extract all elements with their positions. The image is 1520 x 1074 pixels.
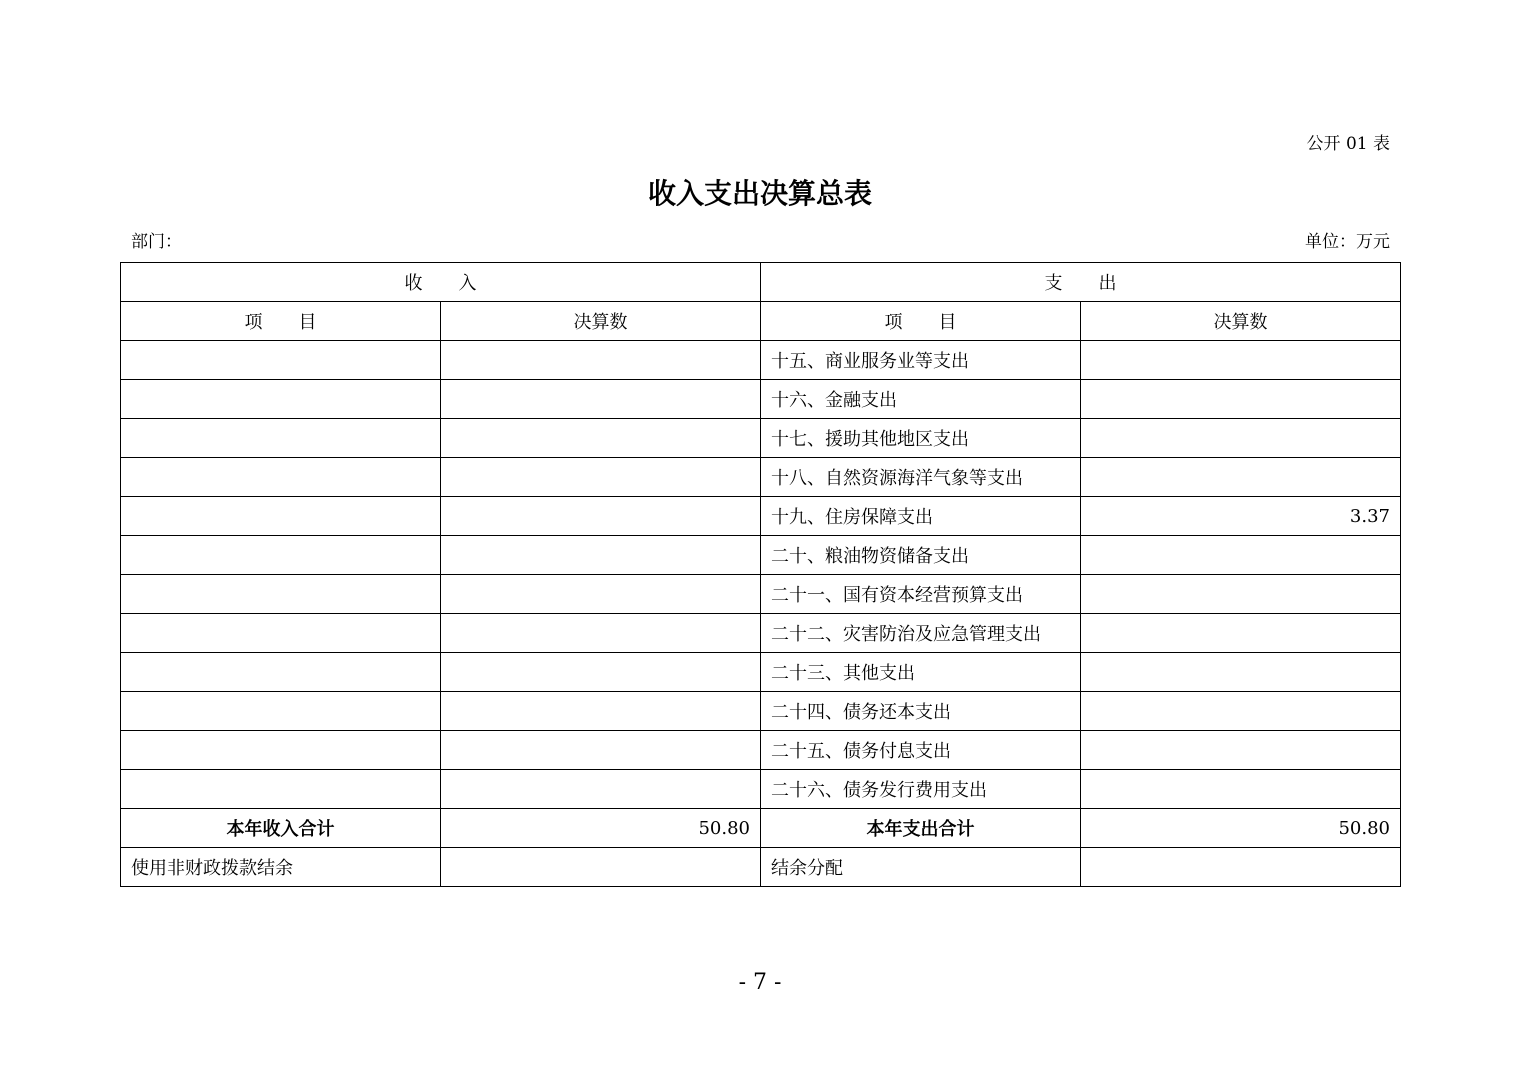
expense-amount-cell bbox=[1081, 536, 1401, 575]
income-item-cell bbox=[121, 458, 441, 497]
income-amount-cell bbox=[441, 575, 761, 614]
income-item-cell bbox=[121, 653, 441, 692]
expense-total-amount: 50.80 bbox=[1081, 809, 1401, 848]
expense-item-column-header: 项 目 bbox=[761, 302, 1081, 341]
table-row bbox=[121, 341, 1401, 380]
table-row bbox=[121, 575, 1401, 614]
expense-amount-cell bbox=[1081, 614, 1401, 653]
balance-row bbox=[121, 848, 1401, 887]
department-label: 部门： bbox=[131, 232, 182, 252]
expense-amount-cell bbox=[1081, 653, 1401, 692]
expense-item-cell: 十五、商业服务业等支出 bbox=[761, 341, 1081, 380]
income-amount-cell bbox=[441, 692, 761, 731]
expense-amount-cell bbox=[1081, 341, 1401, 380]
income-amount-cell bbox=[441, 341, 761, 380]
expense-item-cell: 二十二、灾害防治及应急管理支出 bbox=[761, 614, 1081, 653]
table-row bbox=[121, 458, 1401, 497]
table-row bbox=[121, 692, 1401, 731]
income-item-cell bbox=[121, 341, 441, 380]
income-item-cell bbox=[121, 419, 441, 458]
income-item-column-header: 项 目 bbox=[121, 302, 441, 341]
expense-section-header: 支 出 bbox=[761, 263, 1401, 302]
form-code: 公开 01 表 bbox=[1306, 134, 1390, 154]
income-item-cell bbox=[121, 380, 441, 419]
income-amount-cell bbox=[441, 536, 761, 575]
column-header-row bbox=[121, 302, 1401, 341]
income-amount-cell bbox=[441, 770, 761, 809]
expense-item-cell: 二十四、债务还本支出 bbox=[761, 692, 1081, 731]
income-item-cell bbox=[121, 731, 441, 770]
income-expense-table bbox=[120, 262, 1401, 887]
non-fiscal-balance-label: 使用非财政拨款结余 bbox=[121, 848, 441, 887]
expense-amount-cell bbox=[1081, 770, 1401, 809]
section-header-row bbox=[121, 263, 1401, 302]
income-item-cell bbox=[121, 536, 441, 575]
expense-amount-cell bbox=[1081, 419, 1401, 458]
expense-item-cell: 二十三、其他支出 bbox=[761, 653, 1081, 692]
expense-amount-cell bbox=[1081, 575, 1401, 614]
expense-amount-cell bbox=[1081, 692, 1401, 731]
expense-item-cell: 十八、自然资源海洋气象等支出 bbox=[761, 458, 1081, 497]
expense-amount-cell bbox=[1081, 458, 1401, 497]
table-row bbox=[121, 770, 1401, 809]
expense-item-cell: 十九、住房保障支出 bbox=[761, 497, 1081, 536]
table-row bbox=[121, 419, 1401, 458]
table-row bbox=[121, 536, 1401, 575]
total-row bbox=[121, 809, 1401, 848]
expense-amount-cell: 3.37 bbox=[1081, 497, 1401, 536]
page-title: 收入支出决算总表 bbox=[647, 177, 872, 210]
table-row bbox=[121, 497, 1401, 536]
income-amount-cell bbox=[441, 731, 761, 770]
income-item-cell bbox=[121, 692, 441, 731]
income-amount-cell bbox=[441, 614, 761, 653]
income-total-amount: 50.80 bbox=[441, 809, 761, 848]
balance-distribution-amount bbox=[1081, 848, 1401, 887]
income-section-header: 收 入 bbox=[121, 263, 761, 302]
expense-amount-column-header: 决算数 bbox=[1081, 302, 1401, 341]
expense-amount-cell bbox=[1081, 731, 1401, 770]
income-item-cell bbox=[121, 497, 441, 536]
expense-item-cell: 二十六、债务发行费用支出 bbox=[761, 770, 1081, 809]
expense-amount-cell bbox=[1081, 380, 1401, 419]
table-row bbox=[121, 614, 1401, 653]
income-amount-cell bbox=[441, 419, 761, 458]
income-amount-cell bbox=[441, 458, 761, 497]
income-amount-cell bbox=[441, 653, 761, 692]
income-amount-column-header: 决算数 bbox=[441, 302, 761, 341]
income-item-cell bbox=[121, 614, 441, 653]
income-amount-cell bbox=[441, 380, 761, 419]
non-fiscal-balance-amount bbox=[441, 848, 761, 887]
expense-item-cell: 十七、援助其他地区支出 bbox=[761, 419, 1081, 458]
unit-label: 单位：万元 bbox=[1305, 232, 1390, 252]
income-amount-cell bbox=[441, 497, 761, 536]
expense-item-cell: 二十五、债务付息支出 bbox=[761, 731, 1081, 770]
expense-item-cell: 十六、金融支出 bbox=[761, 380, 1081, 419]
table-row bbox=[121, 380, 1401, 419]
expense-item-cell: 二十、粮油物资储备支出 bbox=[761, 536, 1081, 575]
income-total-label: 本年收入合计 bbox=[121, 809, 441, 848]
page-number: - 7 - bbox=[738, 970, 782, 995]
table-row bbox=[121, 731, 1401, 770]
expense-item-cell: 二十一、国有资本经营预算支出 bbox=[761, 575, 1081, 614]
table-row bbox=[121, 653, 1401, 692]
income-item-cell bbox=[121, 770, 441, 809]
income-item-cell bbox=[121, 575, 441, 614]
balance-distribution-label: 结余分配 bbox=[761, 848, 1081, 887]
expense-total-label: 本年支出合计 bbox=[761, 809, 1081, 848]
